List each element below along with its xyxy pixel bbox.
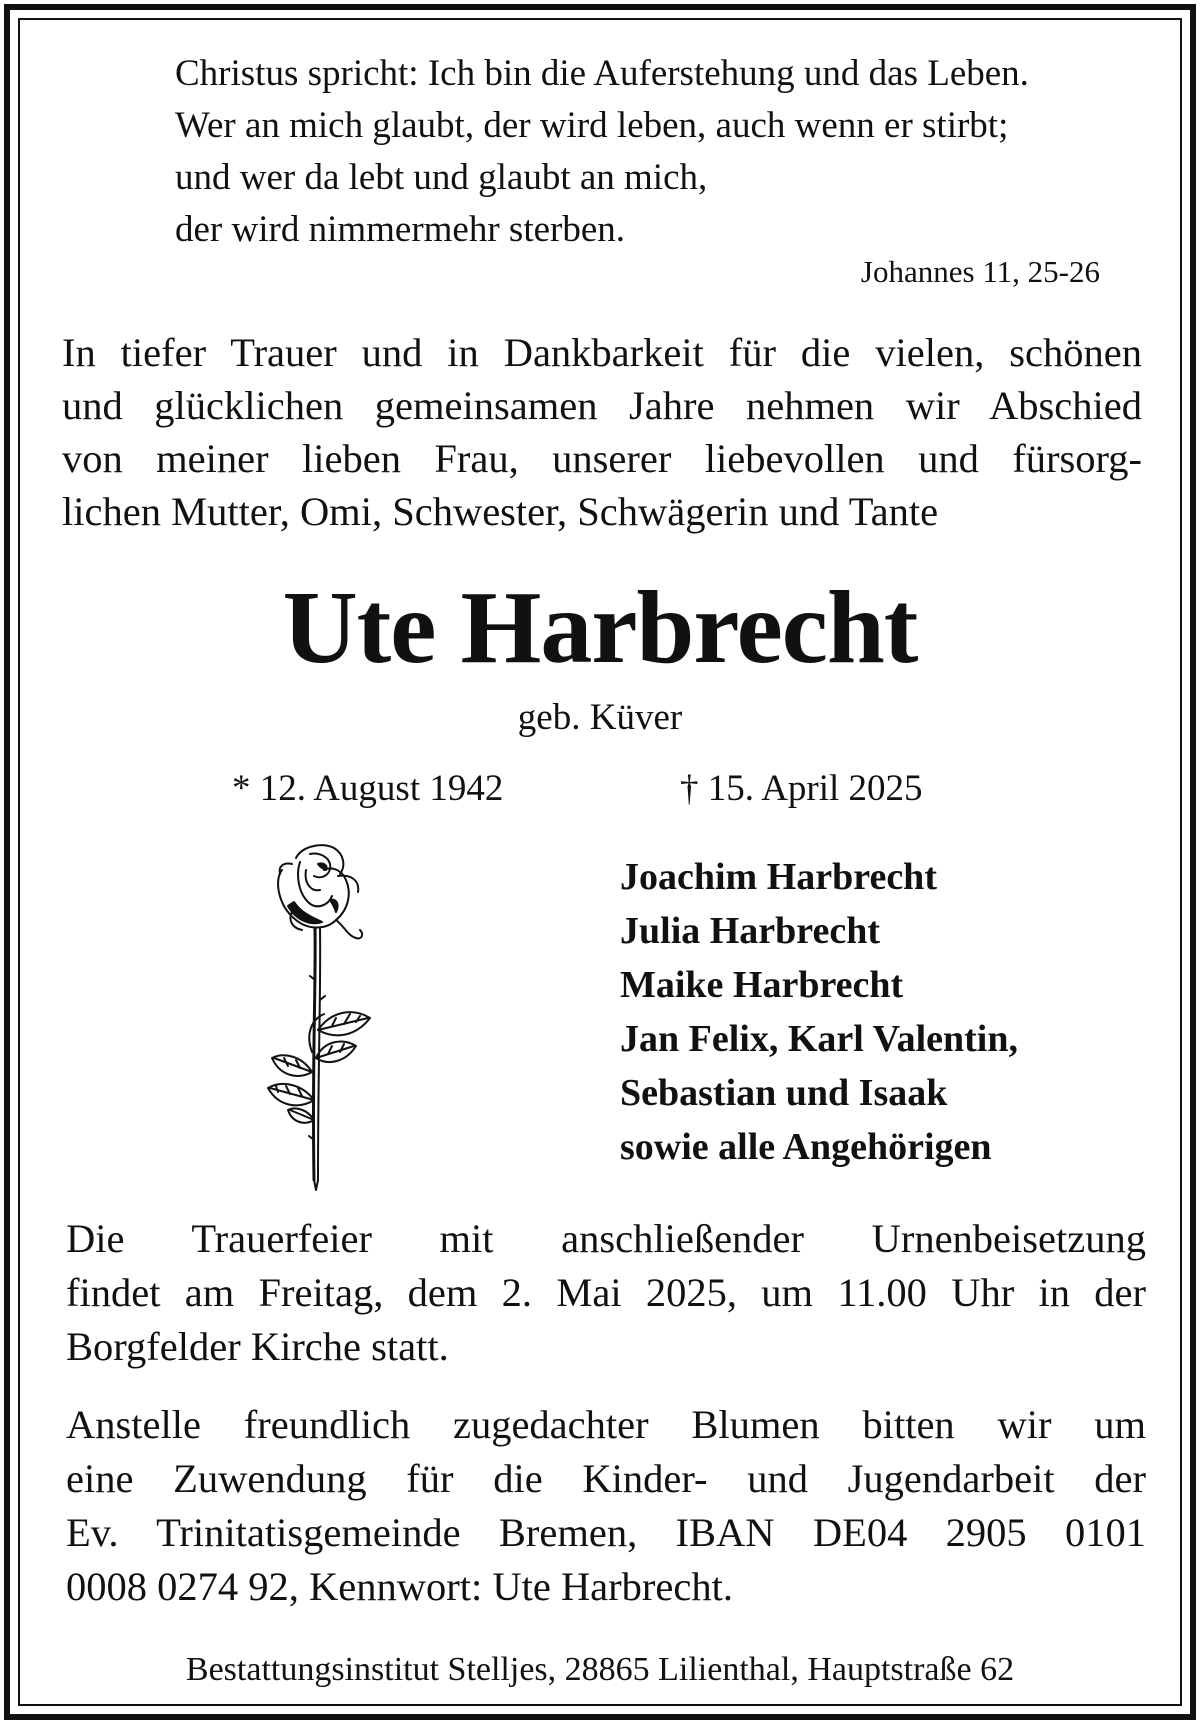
deceased-name: Ute Harbrecht [282, 570, 918, 685]
service-line: Die Trauerfeier mit anschließender Urnenbeisetzung [66, 1216, 1146, 1261]
donation-line: Anstelle freundlich zugedachter Blumen bitten wir um [66, 1402, 1146, 1447]
service-line: Borgfelder Kirche statt. [66, 1324, 449, 1369]
mourner-name: Joachim Harbrecht [620, 856, 937, 898]
donation-line: Ev. Trinitatisgemeinde Bremen, IBAN DE04 2905 0101 [66, 1510, 1146, 1555]
verse-reference: Johannes 11, 25-26 [860, 254, 1100, 289]
donation-line: 0008 0274 92, Kennwort: Ute Harbrecht. [66, 1564, 733, 1609]
intro-line: In tiefer Trauer und in Dankbarkeit für die vielen, schönen [62, 330, 1142, 375]
verse-line: der wird nimmermehr sterben. [175, 209, 626, 250]
verse-line: Wer an mich glaubt, der wird leben, auch wenn er stirbt; [175, 105, 1009, 146]
maiden-name: geb. Küver [517, 697, 683, 738]
mourner-name: Julia Harbrecht [620, 910, 881, 952]
death-date: † 15. April 2025 [680, 768, 923, 809]
service-announcement [66, 1212, 1146, 1374]
mourner-name: Jan Felix, Karl Valentin, [620, 1018, 1018, 1060]
mourner-name: Maike Harbrecht [620, 964, 904, 1006]
verse-line: Christus spricht: Ich bin die Auferstehung und das Leben. [175, 53, 1029, 94]
mourner-name: sowie alle Angehörigen [620, 1126, 992, 1168]
intro-text [62, 326, 1142, 538]
intro-line: und glücklichen gemeinsamen Jahre nehmen wir Abschied [62, 383, 1142, 428]
intro-line: von meiner lieben Frau, unserer liebevollen und fürsorg- [62, 436, 1142, 481]
funeral-home-footer: Bestattungsinstitut Stelljes, 28865 Lilienthal, Hauptstraße 62 [185, 1651, 1015, 1688]
birth-date: * 12. August 1942 [232, 768, 504, 809]
intro-line: lichen Mutter, Omi, Schwester, Schwägerin und Tante [62, 489, 939, 534]
bible-verse [175, 48, 1155, 256]
rose-icon [252, 840, 402, 1195]
service-line: findet am Freitag, dem 2. Mai 2025, um 11.00 Uhr in der [66, 1270, 1146, 1315]
donation-request [66, 1398, 1146, 1614]
donation-line: eine Zuwendung für die Kinder- und Jugendarbeit der [66, 1456, 1146, 1501]
mourner-name: Sebastian und Isaak [620, 1072, 948, 1114]
verse-line: und wer da lebt und glaubt an mich, [175, 157, 708, 198]
mourners-list [620, 850, 1180, 1174]
